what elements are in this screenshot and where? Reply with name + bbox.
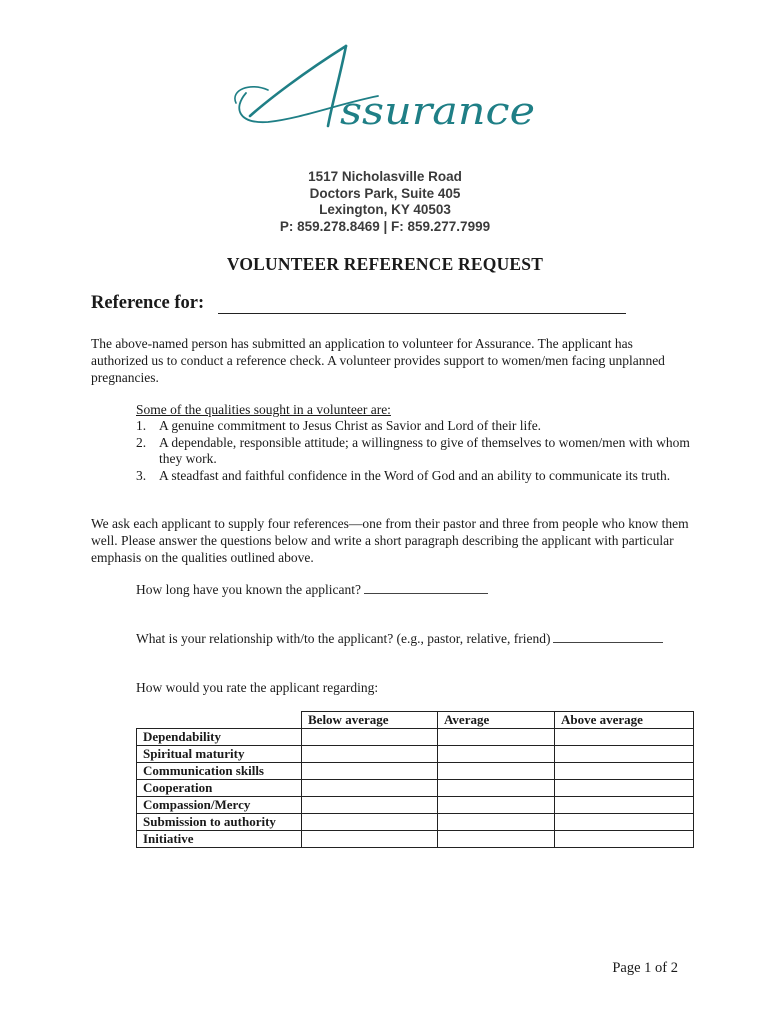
table-row (137, 831, 694, 848)
rating-cell[interactable] (302, 746, 438, 763)
table-row (137, 814, 694, 831)
address-line3: Lexington, KY 40503 (319, 202, 451, 217)
relationship-field[interactable] (553, 630, 663, 643)
instructions-paragraph: We ask each applicant to supply four references—one from their pastor and three from people who know them well. Please answer the questions below and write a short paragraph describing the applicant with particular emphasis on the qualities outlined above. (91, 516, 689, 565)
table-row (137, 780, 694, 797)
address-phone-fax: P: 859.278.8469 | F: 859.277.7999 (279, 218, 491, 234)
question-known-how-long: How long have you known the applicant? (136, 581, 488, 598)
row-label: Communication skills (137, 763, 302, 780)
address-line2: Doctors Park, Suite 405 (309, 185, 461, 201)
reference-for-field[interactable] (218, 313, 626, 314)
question-relationship: What is your relationship with/to the applicant? (e.g., pastor, relative, friend) (136, 630, 663, 647)
rating-cell[interactable] (302, 814, 438, 831)
page-title: VOLUNTEER REFERENCE REQUEST (226, 254, 544, 274)
column-header: Below average (302, 712, 438, 729)
list-item: 1. A genuine commitment to Jesus Christ as Savior and Lord of their life. (136, 418, 542, 433)
address-line1: 1517 Nicholasville Road (308, 169, 462, 184)
column-header: Above average (555, 712, 694, 729)
rating-cell[interactable] (438, 763, 555, 780)
address-block (0, 169, 770, 235)
rating-cell[interactable] (302, 797, 438, 814)
rating-cell[interactable] (555, 814, 694, 831)
rating-cell[interactable] (555, 797, 694, 814)
rating-cell[interactable] (555, 780, 694, 797)
rating-cell[interactable] (302, 831, 438, 848)
rating-cell[interactable] (438, 780, 555, 797)
list-item: 2. A dependable, responsible attitude; a willingness to give of themselves to women/men with whom they work. (136, 434, 690, 466)
row-label: Initiative (137, 831, 302, 848)
table-row (137, 797, 694, 814)
page-number: Page 1 of 2 (612, 960, 678, 976)
rating-cell[interactable] (438, 729, 555, 746)
question-rate-intro: How would you rate the applicant regarding: (136, 680, 379, 695)
qualities-list (136, 418, 696, 484)
reference-for-label: Reference for: (91, 293, 205, 313)
column-header: Average (438, 712, 555, 729)
rating-cell[interactable] (438, 831, 555, 848)
table-row (137, 763, 694, 780)
rating-cell[interactable] (555, 763, 694, 780)
rating-cell[interactable] (555, 729, 694, 746)
list-item: 3. A steadfast and faithful confidence in the Word of God and an ability to communicate its truth. (136, 467, 671, 483)
rating-cell[interactable] (302, 763, 438, 780)
row-label: Submission to authority (137, 814, 302, 831)
known-how-long-field[interactable] (364, 581, 488, 594)
intro-paragraph: The above-named person has submitted an application to volunteer for Assurance. The applicant has authorized us to conduct a reference check. A volunteer provides support to women/men facing unplanned pregnancies. (91, 336, 665, 385)
rating-cell[interactable] (302, 729, 438, 746)
rating-cell[interactable] (438, 746, 555, 763)
qualities-heading: Some of the qualities sought in a volunteer are: (136, 402, 391, 417)
logo-wordmark-visible: ssurance (340, 89, 535, 133)
row-label: Compassion/Mercy (137, 797, 302, 814)
row-label: Dependability (137, 729, 302, 746)
rating-cell[interactable] (438, 797, 555, 814)
table-row (137, 729, 694, 746)
rating-cell[interactable] (555, 831, 694, 848)
rating-cell[interactable] (555, 746, 694, 763)
rating-cell[interactable] (438, 814, 555, 831)
row-label: Spiritual maturity (137, 746, 302, 763)
rating-cell[interactable] (302, 780, 438, 797)
rating-table (136, 711, 694, 848)
table-header-row (137, 712, 694, 729)
assurance-logo (228, 38, 538, 138)
row-label: Cooperation (137, 780, 302, 797)
table-row (137, 746, 694, 763)
